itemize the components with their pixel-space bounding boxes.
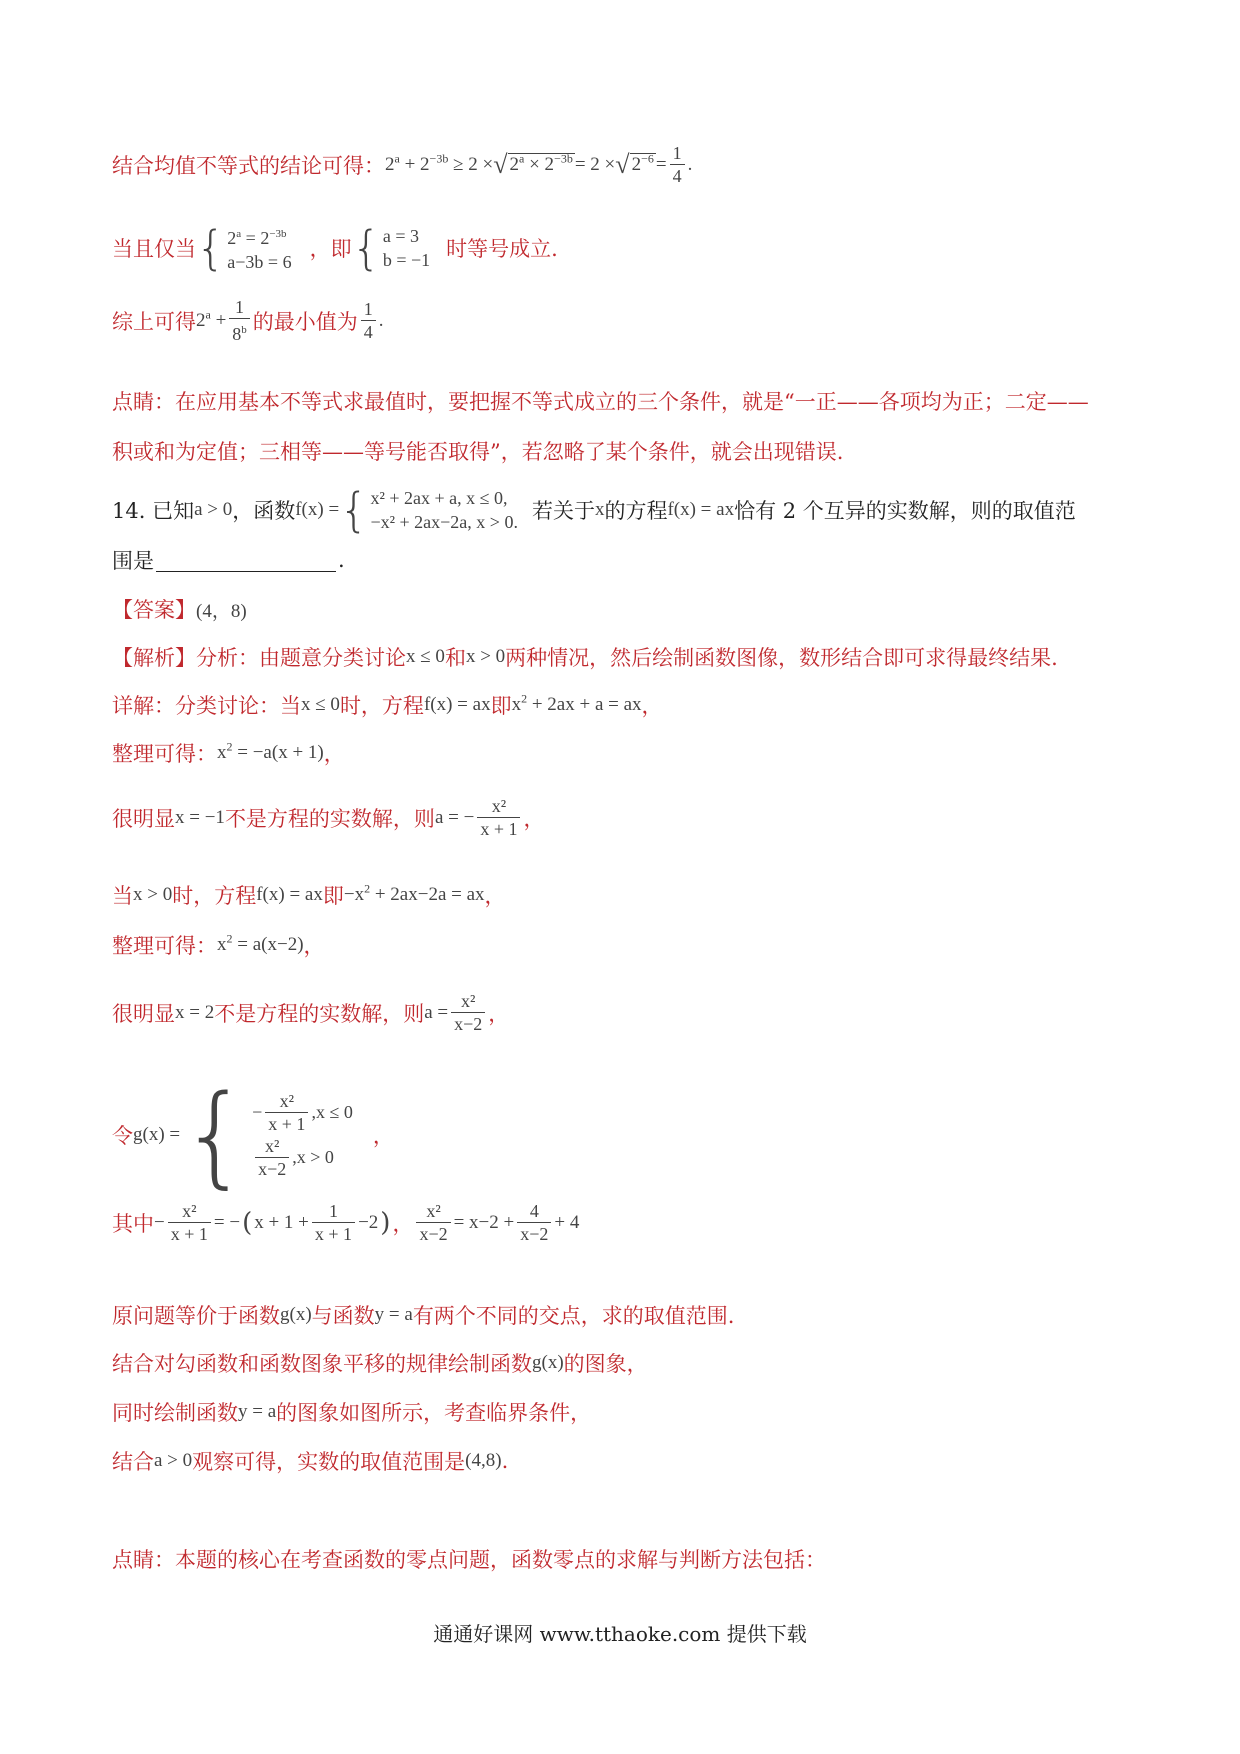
tip-zero-points: 点睛：本题的核心在考查函数的零点问题，函数零点的求解与判断方法包括： [112, 1548, 826, 1572]
text: 的图象如图所示，考查临界条件， [276, 1401, 592, 1425]
text: 即 [322, 884, 344, 908]
detail-line-equivalent [112, 1300, 735, 1330]
system-braces: { $2^a = 2^{-3b}$ a−3b = 6 [196, 221, 292, 275]
fraction: $\frac{\text{x²}}{x-2}$ [416, 1200, 450, 1245]
detail-line-result [112, 1446, 508, 1476]
text: 同时绘制函数 [112, 1401, 238, 1425]
text: 观察可得，实数的取值范围是 [192, 1450, 466, 1474]
analysis-label: 【解析】 [112, 646, 196, 670]
text: 综上可得 [112, 309, 196, 334]
math: x ≤ 0 [406, 646, 445, 667]
math: $2^a + 2^{-3b} \ge 2$ × [385, 151, 494, 175]
text: 令 [112, 1124, 133, 1148]
text: ，即 [309, 237, 352, 261]
punct: ， [523, 806, 545, 831]
punct: ， [484, 884, 506, 908]
analysis-line [112, 642, 1058, 672]
math: x > 0 [465, 646, 506, 667]
text: 两种情况，然后绘制函数图像，数形结合即可求得最终结果. [505, 646, 1058, 670]
detail-line-graph-1 [112, 1348, 648, 1378]
detail-line-6 [112, 990, 509, 1035]
math: = − [213, 1211, 241, 1233]
text: 原问题等价于函数 [112, 1304, 280, 1328]
text: 的方程 [604, 499, 668, 523]
text: 结合对勾函数和函数图象平移的规律绘制函数 [112, 1352, 532, 1376]
fraction: $\frac{4}{x-2}$ [517, 1200, 551, 1245]
tip-paragraph-1: 点睛：在应用基本不等式求最值时，要把握不等式成立的三个条件，就是“一正——各项均为正；二定—— [112, 390, 1089, 414]
math: $-x^2 + 2ax-2a$ = ax [343, 881, 485, 905]
text: 结合 [112, 1450, 154, 1474]
math: f(x) = ax [667, 499, 735, 520]
math: g(x) [280, 1304, 312, 1325]
detail-line-2 [112, 738, 345, 768]
detail-line-5 [112, 930, 325, 960]
punct: . [378, 309, 384, 331]
fraction: $\frac{1}{4}$ [670, 142, 685, 187]
math: $x^2 = a(x-2)$ [217, 931, 304, 955]
math: f(x) = ax [256, 884, 323, 905]
tip-paragraph-2: 积或和为定值；三相等——等号能否取得”，若忽略了某个条件，就会出现错误. [112, 440, 844, 464]
punct: . [687, 153, 693, 175]
text: 详解：分类讨论：当 [112, 694, 301, 718]
line-equality-condition [112, 222, 558, 274]
math: y = a [238, 1401, 277, 1422]
text: 时等号成立. [446, 237, 558, 261]
answer-line [112, 594, 247, 624]
answer-blank [156, 549, 336, 572]
text: 时，方程 [339, 694, 424, 718]
math: + 4 [554, 1211, 580, 1233]
line-conclusion [112, 296, 384, 345]
fraction: $\frac{\text{x²}}{x + 1}$ [168, 1200, 211, 1245]
text: 围是 [112, 549, 154, 573]
text: 与函数 [311, 1304, 375, 1328]
punct: ， [372, 1124, 394, 1148]
detail-line-1 [112, 690, 663, 720]
system-braces: { a = 3 b = −1 [351, 221, 431, 275]
math: −2 [358, 1211, 379, 1233]
punct: ， [323, 742, 345, 766]
fraction: $\frac{1}{x + 1}$ [312, 1200, 355, 1245]
answer-label: 【答案】 [112, 598, 196, 622]
detail-line-4 [112, 880, 506, 910]
detail-line-3 [112, 795, 544, 840]
math: = x−2 + [453, 1211, 515, 1233]
text: 的最小值为 [252, 309, 358, 334]
math: (4,8) [465, 1450, 502, 1471]
text: 时，方程 [172, 884, 257, 908]
text: 即 [490, 694, 512, 718]
punct: ， [641, 694, 663, 718]
right-paren: ) [380, 1207, 391, 1238]
text: 和 [444, 646, 466, 670]
fraction: $\frac{\text{x²}}{x-2}$ [451, 990, 485, 1035]
math: f(x) = [295, 499, 340, 520]
math: x [594, 499, 605, 520]
piecewise-braces: { − $\frac{\text{x²}}{x + 1}$ ,x ≤ 0 $\frac{\text{x²}}{x-2}$ ,x > 0 [180, 1071, 353, 1199]
text: 不是方程的实数解，则 [224, 806, 435, 831]
question-14-blank-line [112, 545, 345, 575]
text: ，函数 [232, 499, 296, 523]
math: a = − [434, 806, 475, 828]
left-paren: ( [242, 1207, 253, 1238]
math: = [655, 153, 667, 175]
punct: . [501, 1449, 509, 1473]
text: 其中 [112, 1211, 154, 1236]
math: y = a [374, 1304, 413, 1325]
math: x ≤ 0 [301, 694, 340, 715]
math: $x^2 = -a(x + 1)$ [217, 739, 324, 763]
math: $2^a$ + [196, 307, 227, 331]
question-14 [112, 483, 1076, 537]
page-footer: 通通好课网 www.tthaoke.com 提供下载 [433, 1622, 807, 1646]
math: f(x) = ax [423, 694, 491, 715]
text: 结合均值不等式的结论可得： [112, 153, 385, 178]
punct: ， [488, 1001, 510, 1026]
math: a > 0 [194, 499, 233, 520]
line-mean-inequality [112, 142, 692, 187]
punct: ， [392, 1211, 414, 1236]
detail-line-graph-2 [112, 1397, 591, 1427]
punct: ， [303, 934, 325, 958]
piecewise-braces: { x² + 2ax + a, x ≤ 0, −x² + 2ax−2a, x > 0. [339, 483, 518, 537]
answer-value: (4，8) [196, 600, 247, 622]
text: 很明显 [112, 806, 175, 831]
math: g(x) = [133, 1124, 181, 1145]
text: 14. 已知 [112, 499, 195, 523]
text: 当且仅当 [112, 237, 196, 261]
fraction: $\frac{1}{8^b}$ [229, 296, 250, 345]
math: a > 0 [154, 1450, 193, 1471]
text: 若关于 [531, 499, 595, 523]
text: 有两个不同的交点，求的取值范围. [412, 1304, 735, 1328]
math: a = [424, 1001, 449, 1023]
text: 整理可得： [112, 742, 217, 766]
fraction: $\frac{\text{x²}}{x + 1}$ [477, 795, 520, 840]
detail-line-gx [112, 1071, 394, 1199]
math: − [154, 1211, 165, 1233]
text: 的图象， [563, 1352, 648, 1376]
text: 不是方程的实数解，则 [214, 1001, 425, 1026]
text: 恰有 2 个互异的实数解，则的取值范 [734, 499, 1076, 523]
math: x > 0 [133, 884, 173, 905]
math: x = 2 [175, 1001, 215, 1023]
detail-line-transform [112, 1200, 579, 1245]
text: 整理可得： [112, 934, 217, 958]
fraction: $\frac{1}{4}$ [361, 298, 376, 343]
punct: . [338, 548, 345, 572]
math: x + 1 + [254, 1211, 309, 1233]
text: 很明显 [112, 1001, 175, 1026]
math: g(x) [532, 1352, 564, 1373]
text: 当 [112, 884, 133, 908]
math: x = −1 [175, 806, 225, 828]
math: $x^2 + 2ax + a$ = ax [511, 691, 642, 715]
sqrt-expression: √ $2^{-6}$ [615, 149, 654, 179]
text: 分析：由题意分类讨论 [196, 646, 406, 670]
sqrt-expression: √ $2^a \times 2^{-3b}$ [493, 149, 573, 179]
math: = 2 × [574, 153, 616, 175]
